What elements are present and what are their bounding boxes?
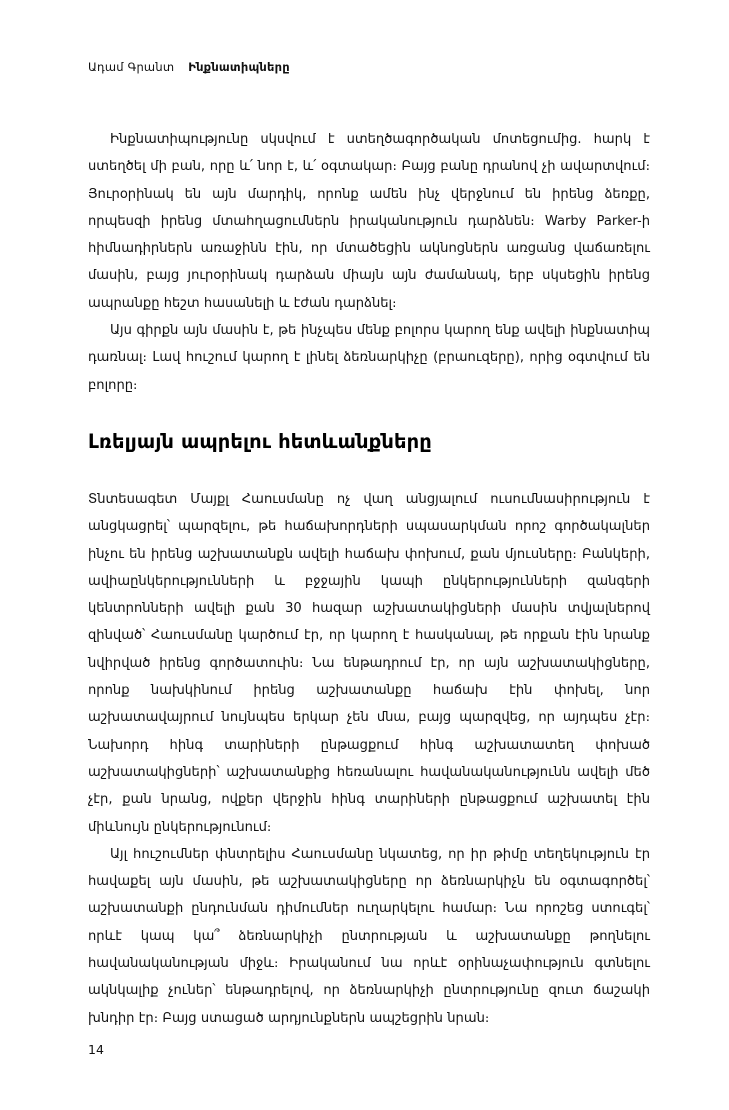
running-header-author: Ադամ Գրանտ bbox=[88, 60, 175, 74]
paragraph: Ինքնատիպությունը սկսվում է ստեղծագործական մոտեցումից. հարկ է ստեղծել մի բան, որը և՛ նոր է, և՛ օգտակար։ Բայց բանը դրանով չի ավարտվում։ Յուրօրինակ են այն մարդիկ, որոնք ամեն ինչ վերջնում են իրենց ձեռքը, որպեսզի իրենց մտահղացումներն իրականություն դարձնեն։ Warby Parker-ի հիմնադիրներն առաջինն էին, որ մտածեցին ակնոցներն առցանց վաճառելու մասին, բայց յուրօրինակ դարձան միայն այն ժամանակ, երբ սկսեցին իրենց ապրանքը հեշտ հասանելի և էժան դարձնել։ bbox=[88, 132, 650, 311]
running-header-book-title: Ինքնատիպները bbox=[188, 60, 290, 74]
paragraph: Այս գիրքն այն մասին է, թե ինչպես մենք բոլորս կարող ենք ավելի ինքնատիպ դառնալ։ Լավ հուշում կարող է լինել ձեռնարկիչը (բրաուզերը), որից օգտվում են բոլորը։ bbox=[88, 323, 650, 393]
paragraph: Այլ հուշումներ փնտրելիս Հաուսմանը նկատեց, որ իր թիմը տեղեկություն էր հավաքել այն մասին, թե աշխատակիցները որ ձեռնարկիչն են օգտագործել՝ աշխատանքի ընդունման դիմումներ ուղարկելու համար։ Նա որոշեց ստուգել՝ որևէ կապ կա՞ ձեռնարկիչի ընտրության և աշխատանքը թողնելու հավանականության միջև։ Իրականում նա որևէ օրինաչափություն գտնելու ակնկալիք չուներ՝ ենթադրելով, որ ձեռնարկիչի ընտրությունը զուտ ճաշակի խնդիր էր։ Բայց ստացած արդյունքներն ապշեցրին նրան։ bbox=[88, 846, 650, 1026]
section-heading: Լռելյայն ապրելու հետևանքները bbox=[88, 430, 432, 453]
running-header bbox=[88, 60, 648, 74]
body-text-block-bottom bbox=[88, 486, 650, 1032]
body-text-block-top bbox=[88, 126, 650, 399]
paragraph: Տնտեսագետ Մայքլ Հաուսմանը ոչ վաղ անցյալում ուսումնասիրություն է անցկացրել՝ պարզելու, թե հաճախորդների սպասարկման որոշ գործակալներ ինչու են իրենց աշխատանքն ավելի հաճախ փոխում, քան մյուսները։ Բանկերի, ավիաընկերությունների և բջջային կապի ընկերությունների զանգերի կենտրոնների ավելի քան 30 հազար աշխատակիցների մասին տվյալներով զինված՝ Հաուսմանը կարծում էր, որ կարող է հասկանալ, թե որքան էին նրանք նվիրված իրենց գործատուին։ Նա ենթադրում էր, որ այն աշխատակիցները, որոնք նախկինում իրենց աշխատանքը հաճախ էին փոխել, նոր աշխատավայրում նույնպես երկար չեն մնա, բայց պարզվեց, որ այդպես չէր։ Նախորդ հինգ տարիների ընթացքում հինգ աշխատատեղ փոխած աշխատակիցների՝ աշխատանքից հեռանալու հավանականությունն ավելի մեծ չէր, քան նրանց, ովքեր վերջին հինգ տարիների ընթացքում աշխատել էին միևնույն ընկերությունում։ bbox=[88, 492, 650, 835]
page-number: 14 bbox=[88, 1042, 104, 1057]
